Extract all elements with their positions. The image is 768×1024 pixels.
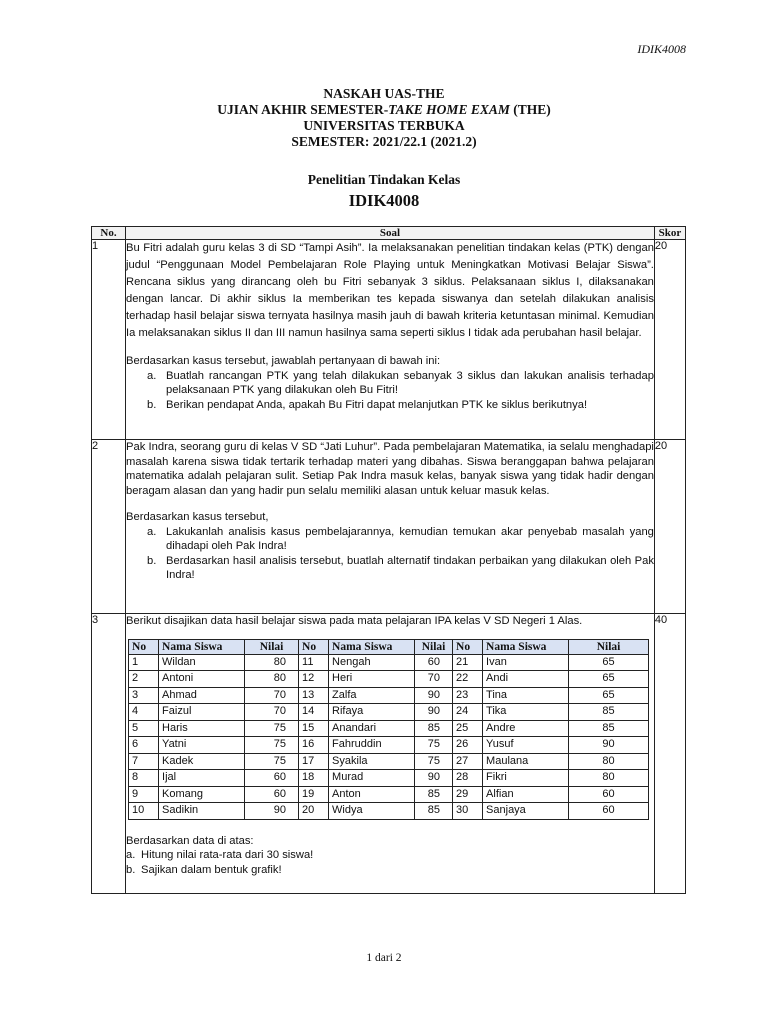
grade-cell: 85 bbox=[569, 720, 649, 737]
question-item: b. Berikan pendapat Anda, apakah Bu Fitri dapat melanjutkan PTK ke siklus berikutnya! bbox=[147, 398, 588, 411]
grade-cell: 28 bbox=[453, 770, 483, 787]
grade-cell: 85 bbox=[415, 786, 453, 803]
question-prompt: Berdasarkan data di atas: bbox=[126, 834, 254, 847]
grade-cell: Rifaya bbox=[329, 704, 415, 721]
grade-cell: 60 bbox=[415, 654, 453, 671]
grade-cell: Anandari bbox=[329, 720, 415, 737]
grade-cell: Yusuf bbox=[483, 737, 569, 754]
grade-cell: 60 bbox=[569, 803, 649, 820]
grade-cell: 90 bbox=[415, 687, 453, 704]
grade-cell: Widya bbox=[329, 803, 415, 820]
grade-col-header: Nama Siswa bbox=[483, 639, 569, 654]
grade-cell: 90 bbox=[415, 704, 453, 721]
grade-cell: 10 bbox=[129, 803, 159, 820]
table-row bbox=[129, 786, 649, 803]
header-line-2: UJIAN AKHIR SEMESTER-TAKE HOME EXAM (THE) bbox=[217, 102, 551, 117]
grade-col-header: Nilai bbox=[415, 639, 453, 654]
question-items bbox=[126, 369, 654, 413]
grade-cell: Ahmad bbox=[159, 687, 245, 704]
grade-cell: 8 bbox=[129, 770, 159, 787]
grade-cell: 26 bbox=[453, 737, 483, 754]
grade-cell: 85 bbox=[415, 720, 453, 737]
grade-cell: 3 bbox=[129, 687, 159, 704]
grade-cell: Fahruddin bbox=[329, 737, 415, 754]
grade-cell: Nengah bbox=[329, 654, 415, 671]
table-row bbox=[129, 737, 649, 754]
grade-cell: Wildan bbox=[159, 654, 245, 671]
question-case: Pak Indra, seorang guru di kelas V SD “Jati Luhur”. Pada pembelajaran Matematika, ia selalu menghadapi masalah karena siswa tidak tertarik terhadap materi yang dibahas. Siswa beranggapan bahwa pelajaran matematika adalah pelajaran sulit. Setiap Pak Indra masuk kelas, banyak siswa yang tidak hadir dengan beragam alasan dan yang hadir pun selalu memiliki alasan untuk keluar masuk kelas. bbox=[126, 441, 654, 497]
header-no: No. bbox=[92, 227, 126, 240]
grade-cell: 75 bbox=[415, 737, 453, 754]
grade-cell: 23 bbox=[453, 687, 483, 704]
grade-cell: 24 bbox=[453, 704, 483, 721]
grade-cell: Anton bbox=[329, 786, 415, 803]
grade-table-header bbox=[129, 639, 649, 654]
grade-cell: 75 bbox=[245, 753, 299, 770]
grade-cell: 19 bbox=[299, 786, 329, 803]
grade-cell: 27 bbox=[453, 753, 483, 770]
grade-cell: 29 bbox=[453, 786, 483, 803]
table-row bbox=[129, 654, 649, 671]
grade-cell: 65 bbox=[569, 687, 649, 704]
table-row bbox=[129, 803, 649, 820]
grade-cell: 75 bbox=[415, 753, 453, 770]
grade-cell: 90 bbox=[245, 803, 299, 820]
grade-cell: 7 bbox=[129, 753, 159, 770]
table-row bbox=[129, 671, 649, 688]
exam-header bbox=[0, 86, 768, 150]
grade-col-header: No bbox=[129, 639, 159, 654]
grade-cell: 2 bbox=[129, 671, 159, 688]
grade-cell: Sadikin bbox=[159, 803, 245, 820]
grade-cell: 90 bbox=[415, 770, 453, 787]
table-row bbox=[129, 753, 649, 770]
grade-cell: Maulana bbox=[483, 753, 569, 770]
grade-cell: 90 bbox=[569, 737, 649, 754]
question-row-2 bbox=[92, 440, 686, 614]
grade-cell: Fikri bbox=[483, 770, 569, 787]
header-line-4: SEMESTER: 2021/22.1 (2021.2) bbox=[291, 134, 477, 149]
grade-cell: 6 bbox=[129, 737, 159, 754]
grade-cell: Murad bbox=[329, 770, 415, 787]
question-score: 40 bbox=[654, 614, 685, 894]
grade-cell: 18 bbox=[299, 770, 329, 787]
grade-cell: Komang bbox=[159, 786, 245, 803]
grade-cell: 80 bbox=[245, 654, 299, 671]
grade-cell: 65 bbox=[569, 654, 649, 671]
table-row bbox=[129, 770, 649, 787]
grade-col-header: Nama Siswa bbox=[329, 639, 415, 654]
grade-cell: 12 bbox=[299, 671, 329, 688]
grade-col-header: Nilai bbox=[569, 639, 649, 654]
grade-col-header: No bbox=[299, 639, 329, 654]
grade-table-body bbox=[129, 654, 649, 819]
question-item: a. Hitung nilai rata-rata dari 30 siswa! bbox=[126, 849, 314, 861]
grade-cell: Antoni bbox=[159, 671, 245, 688]
grade-cell: Tika bbox=[483, 704, 569, 721]
header-skor: Skor bbox=[654, 227, 685, 240]
subject-block bbox=[0, 172, 768, 212]
grade-cell: Ijal bbox=[159, 770, 245, 787]
grade-cell: 85 bbox=[415, 803, 453, 820]
grade-cell: 60 bbox=[245, 786, 299, 803]
grade-cell: 13 bbox=[299, 687, 329, 704]
header-soal: Soal bbox=[126, 227, 655, 240]
grade-cell: Faizul bbox=[159, 704, 245, 721]
grade-cell: Sanjaya bbox=[483, 803, 569, 820]
grade-cell: 60 bbox=[245, 770, 299, 787]
grade-cell: Zalfa bbox=[329, 687, 415, 704]
question-row-1 bbox=[92, 240, 686, 440]
document-code: IDIK4008 bbox=[637, 42, 686, 56]
question-item: a. Buatlah rancangan PTK yang telah dilakukan sebanyak 3 siklus dan lakukan analisis terhadap pelaksanaan PTK yang dilakukan oleh Bu Fitri! bbox=[147, 369, 654, 396]
question-content bbox=[126, 440, 655, 614]
question-score: 20 bbox=[654, 240, 685, 440]
grade-cell: Heri bbox=[329, 671, 415, 688]
grade-cell: Haris bbox=[159, 720, 245, 737]
header-line-1: NASKAH UAS-THE bbox=[323, 86, 445, 101]
header-line-3: UNIVERSITAS TERBUKA bbox=[303, 118, 465, 133]
grade-cell: Yatni bbox=[159, 737, 245, 754]
question-case: Bu Fitri adalah guru kelas 3 di SD “Tampi Asih”. Ia melaksanakan penelitian tindakan kelas (PTK) dengan judul “Penggunaan Model Pembelajaran Role Playing untuk Meningkatkan Motivasi Belajar Siswa”. Rencana siklus yang dirancang oleh bu Fitri sebanyak 3 siklus. Pelaksanaan siklus I, dilaksanakan dengan lancar. Di akhir siklus Ia memberikan tes kepada siswanya dan setelah dilakukan analisis terhadap hasil belajar siswa ternyata hasilnya masih jauh di bawah kriteria ketuntasan minimal. Kemudian Ia melaksanakan siklus II dan III namun hasilnya sama seperti siklus I tidak ada perubahan hasil belajar. bbox=[126, 242, 654, 339]
grade-col-header: No bbox=[453, 639, 483, 654]
grade-cell: 21 bbox=[453, 654, 483, 671]
grade-cell: 80 bbox=[245, 671, 299, 688]
grade-cell: Kadek bbox=[159, 753, 245, 770]
grade-col-header: Nama Siswa bbox=[159, 639, 245, 654]
grade-cell: 25 bbox=[453, 720, 483, 737]
question-item: b. Sajikan dalam bentuk grafik! bbox=[126, 863, 282, 876]
question-item: b. Berdasarkan hasil analisis tersebut, buatlah alternatif tindakan perbaikan yang dilakukan oleh Pak Indra! bbox=[147, 554, 654, 581]
question-content bbox=[126, 614, 655, 894]
grade-col-header: Nilai bbox=[245, 639, 299, 654]
grade-cell: 75 bbox=[245, 720, 299, 737]
grade-cell: Syakila bbox=[329, 753, 415, 770]
grade-cell: Ivan bbox=[483, 654, 569, 671]
question-number: 3 bbox=[92, 614, 126, 894]
table-row bbox=[129, 720, 649, 737]
grade-cell: 15 bbox=[299, 720, 329, 737]
grade-cell: 65 bbox=[569, 671, 649, 688]
grade-cell: 1 bbox=[129, 654, 159, 671]
grade-cell: 11 bbox=[299, 654, 329, 671]
grade-cell: 30 bbox=[453, 803, 483, 820]
question-number: 1 bbox=[92, 240, 126, 440]
grade-cell: 75 bbox=[245, 737, 299, 754]
question-item: a. Lakukanlah analisis kasus pembelajarannya, kemudian temukan akar penyebab masalah yang dihadapi oleh Pak Indra! bbox=[147, 525, 654, 552]
question-case: Berikut disajikan data hasil belajar siswa pada mata pelajaran IPA kelas V SD Negeri 1 Alas. bbox=[126, 615, 583, 627]
question-content bbox=[126, 240, 655, 440]
grade-cell: 85 bbox=[569, 704, 649, 721]
page-number: 1 dari 2 bbox=[366, 952, 402, 964]
grade-cell: 70 bbox=[245, 704, 299, 721]
question-row-3 bbox=[92, 614, 686, 894]
grade-cell: 5 bbox=[129, 720, 159, 737]
grade-cell: 9 bbox=[129, 786, 159, 803]
grade-cell: 16 bbox=[299, 737, 329, 754]
grade-cell: Andi bbox=[483, 671, 569, 688]
exam-table-header bbox=[92, 227, 686, 240]
grade-cell: 70 bbox=[415, 671, 453, 688]
grade-cell: 20 bbox=[299, 803, 329, 820]
question-number: 2 bbox=[92, 440, 126, 614]
table-row bbox=[129, 687, 649, 704]
grade-cell: Andre bbox=[483, 720, 569, 737]
grade-cell: 17 bbox=[299, 753, 329, 770]
question-items bbox=[126, 525, 654, 583]
grade-cell: 80 bbox=[569, 753, 649, 770]
grade-cell: 60 bbox=[569, 786, 649, 803]
question-prompt: Berdasarkan kasus tersebut, jawablah pertanyaan di bawah ini: bbox=[126, 355, 441, 367]
subject-name: Penelitian Tindakan Kelas bbox=[307, 172, 461, 187]
grade-table bbox=[128, 639, 649, 820]
subject-code: IDIK4008 bbox=[348, 191, 420, 210]
grade-cell: 4 bbox=[129, 704, 159, 721]
grade-cell: 70 bbox=[245, 687, 299, 704]
grade-cell: Tina bbox=[483, 687, 569, 704]
grade-cell: Alfian bbox=[483, 786, 569, 803]
question-prompt: Berdasarkan kasus tersebut, bbox=[126, 511, 269, 523]
table-row bbox=[129, 704, 649, 721]
grade-cell: 80 bbox=[569, 770, 649, 787]
exam-table bbox=[91, 226, 686, 894]
grade-cell: 22 bbox=[453, 671, 483, 688]
question-score: 20 bbox=[654, 440, 685, 614]
grade-cell: 14 bbox=[299, 704, 329, 721]
